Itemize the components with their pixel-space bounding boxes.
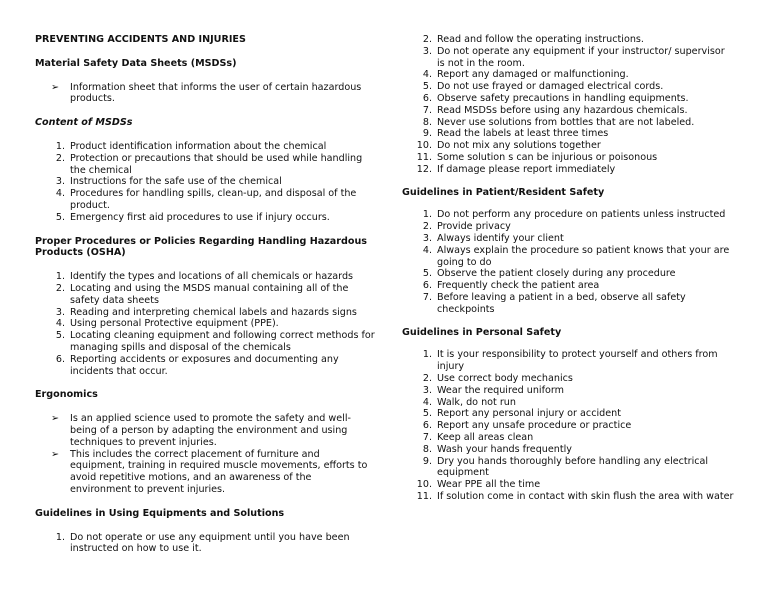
list-item: 10. Wear PPE all the time xyxy=(416,479,541,491)
osha-list xyxy=(35,271,375,377)
list-item: 7. Before leaving a patient in a bed, observe all safety checkpoints xyxy=(422,291,686,315)
personal-safety-list xyxy=(402,349,734,502)
list-item: 7. Read MSDSs before using any hazardous chemicals. xyxy=(422,104,688,116)
list-item: 4. Using personal Protective equipment (PPE). xyxy=(55,318,279,330)
equipment-list-part2 xyxy=(402,34,734,176)
msds-content-list xyxy=(35,141,375,224)
left-column xyxy=(35,34,375,555)
arrow-bullet-icon: ➢ xyxy=(51,413,60,425)
list-item: 7. Keep all areas clean xyxy=(422,431,534,443)
list-item: 2. Locating and using the MSDS manual containing all of the safety data sheets xyxy=(55,282,349,306)
page-title: PREVENTING ACCIDENTS AND INJURIES xyxy=(35,34,246,45)
equipment-list-part1 xyxy=(35,532,375,556)
arrow-bullet-icon: ➢ xyxy=(51,81,60,93)
arrow-bullet-icon: ➢ xyxy=(51,448,60,460)
list-item: 5. Observe the patient closely during any procedure xyxy=(422,268,676,280)
list-item: ➢ Information sheet that informs the user of certain hazardous products. xyxy=(51,81,362,105)
msds-bullet-list xyxy=(35,82,375,106)
list-item: 11. Some solution s can be injurious or poisonous xyxy=(416,151,658,163)
osha-heading: Proper Procedures or Policies Regarding Handling Hazardous Products (OSHA) xyxy=(35,235,367,259)
list-item: 6. Reporting accidents or exposures and documenting any incidents that occur. xyxy=(55,353,339,377)
list-item: 9. Dry you hands thoroughly before handling any electrical equipment xyxy=(422,455,709,479)
list-item: 1. It is your responsibility to protect yourself and others from injury xyxy=(422,349,718,373)
list-item: 11. If solution come in contact with skin flush the area with water xyxy=(416,490,734,502)
list-item: 1. Identify the types and locations of all chemicals or hazards xyxy=(55,271,354,283)
list-item: 2. Protection or precautions that should be used while handling the chemical xyxy=(55,152,363,176)
list-item: ➢ Is an applied science used to promote the safety and well-being of a person by adapting the environment and using techniques to prevent injuries. xyxy=(51,413,351,448)
list-item: 5. Do not use frayed or damaged electrical cords. xyxy=(422,81,664,93)
ergonomics-heading: Ergonomics xyxy=(35,389,98,401)
list-item: 10. Do not mix any solutions together xyxy=(416,140,601,152)
list-item: 4. Report any damaged or malfunctioning. xyxy=(422,69,629,81)
list-item: 2. Use correct body mechanics xyxy=(422,372,573,384)
patient-safety-heading: Guidelines in Patient/Resident Safety xyxy=(402,186,605,198)
list-item: 5. Locating cleaning equipment and following correct methods for managing spills and disposal of the chemicals xyxy=(55,330,375,353)
list-item: 4. Procedures for handling spills, clean-up, and disposal of the product. xyxy=(55,188,357,211)
list-item: 8. Never use solutions from bottles that are not labeled. xyxy=(422,116,695,128)
list-item: 12. If damage please report immediately xyxy=(416,163,616,175)
list-item: 6. Report any unsafe procedure or practice xyxy=(422,420,632,432)
list-item: 1. Product identification information about the chemical xyxy=(55,140,327,152)
list-item: 3. Do not operate any equipment if your instructor/ supervisor is not in the room. xyxy=(422,45,725,69)
list-item: 6. Frequently check the patient area xyxy=(422,280,600,292)
list-item: 6. Observe safety precautions in handling equipments. xyxy=(422,92,689,104)
patient-safety-list xyxy=(402,209,734,315)
list-item: 1. Do not operate or use any equipment until you have been instructed on how to use it. xyxy=(55,531,350,555)
list-item: 5. Report any personal injury or accident xyxy=(422,408,621,420)
msds-content-heading: Content of MSDSs xyxy=(35,117,133,129)
list-item: 4. Walk, do not run xyxy=(422,396,516,408)
list-item: 3. Instructions for the safe use of the chemical xyxy=(55,176,282,188)
list-item: 1. Do not perform any procedure on patients unless instructed xyxy=(422,209,726,221)
list-item: 5. Emergency first aid procedures to use if injury occurs. xyxy=(55,211,330,223)
msds-heading: Material Safety Data Sheets (MSDSs) xyxy=(35,57,237,69)
list-item: 3. Wear the required uniform xyxy=(422,384,564,396)
personal-safety-heading: Guidelines in Personal Safety xyxy=(402,326,562,338)
right-column xyxy=(402,34,734,503)
equipment-heading: Guidelines in Using Equipments and Solutions xyxy=(35,507,285,519)
list-item: ➢ This includes the correct placement of furniture and equipment, training in required muscle movements, efforts to avoid repetitive motions, and an awareness of the environment to prevent injuries. xyxy=(51,448,368,495)
list-item: 2. Read and follow the operating instructions. xyxy=(422,34,644,45)
list-item: 3. Always identify your client xyxy=(422,232,564,244)
ergonomics-bullet-list xyxy=(35,413,375,496)
list-item: 3. Reading and interpreting chemical labels and hazards signs xyxy=(55,306,357,318)
list-item: 8. Wash your hands frequently xyxy=(422,443,572,455)
list-item: 4. Always explain the procedure so patient knows that your are going to do xyxy=(422,244,730,268)
list-item: 2. Provide privacy xyxy=(422,221,511,233)
list-item: 9. Read the labels at least three times xyxy=(422,128,609,140)
